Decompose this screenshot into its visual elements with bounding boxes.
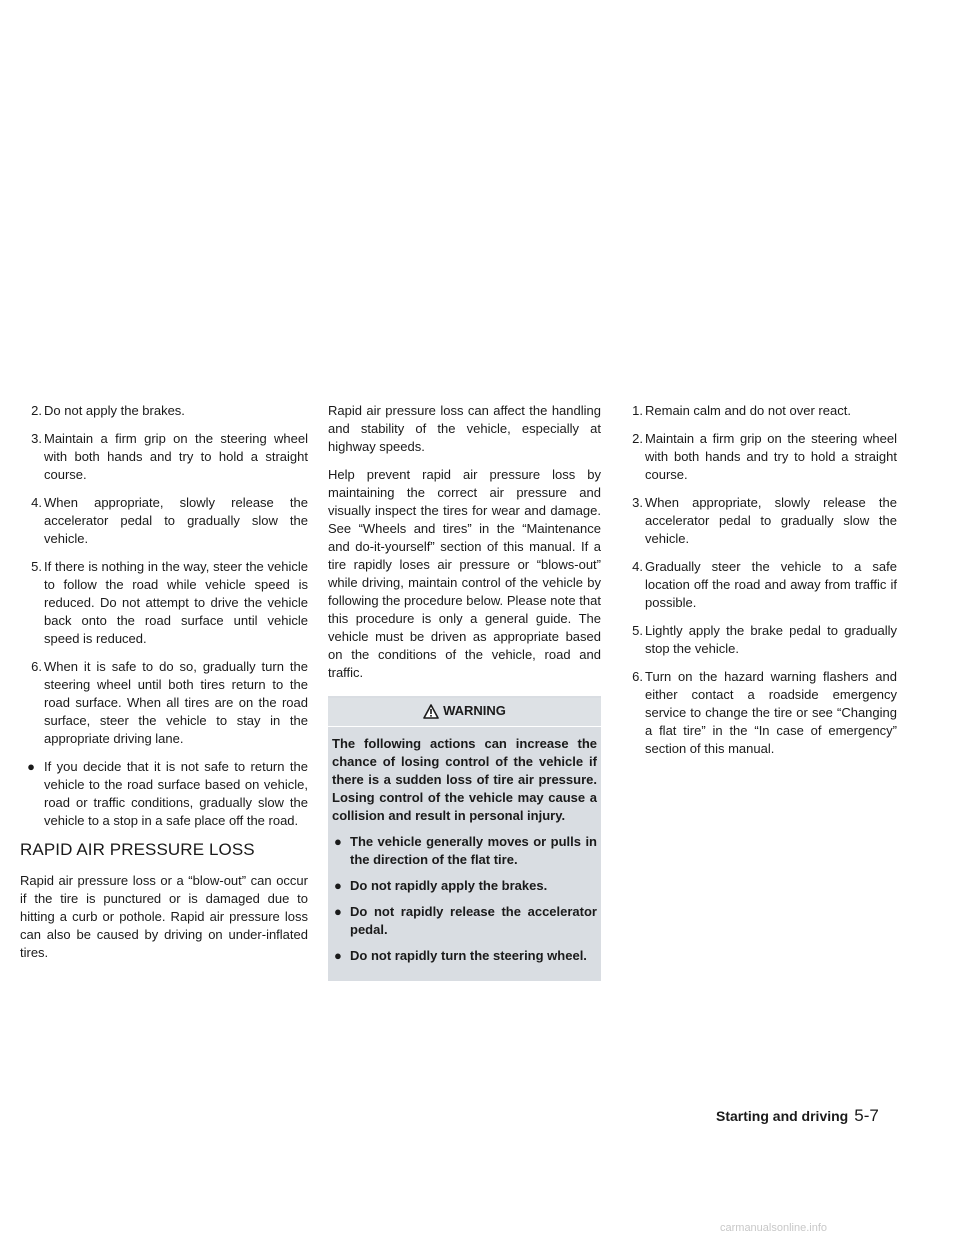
bullet-icon: ● <box>334 904 342 919</box>
bullet-icon: ● <box>27 759 35 774</box>
item-number: 1. <box>632 403 643 418</box>
warning-bullet-text: The vehicle generally moves or pulls in the direction of the flat tire. <box>350 834 597 867</box>
warning-triangle-icon <box>423 704 439 719</box>
item-text: Turn on the hazard warning flashers and either contact a roadside emergency service to change the tire or see “Changing a flat tire” in the “In case of emergency” section of this manual. <box>645 669 897 756</box>
page-number: 5-7 <box>854 1106 879 1125</box>
item-text: Gradually steer the vehicle to a safe location off the road and away from traffic if possible. <box>645 559 897 610</box>
watermark[interactable]: carmanualsonline.info <box>720 1222 828 1234</box>
item-text: When it is safe to do so, gradually turn the steering wheel until both tires return to the road surface. When all tires are on the road surface, steer the vehicle to stay in the appropriate driving lane. <box>44 659 308 746</box>
section-title: RAPID AIR PRESSURE LOSS <box>20 840 255 859</box>
list-item <box>621 668 897 758</box>
item-text: Remain calm and do not over react. <box>645 403 851 418</box>
item-number: 6. <box>632 669 643 684</box>
bullet-icon: ● <box>334 878 342 893</box>
warning-bullet-text: Do not rapidly apply the brakes. <box>350 878 548 893</box>
warning-title: WARNING <box>443 703 506 718</box>
bullet-icon: ● <box>334 948 342 963</box>
item-text: Maintain a firm grip on the steering wheel with both hands and try to hold a straight course. <box>645 431 897 482</box>
warning-bullet <box>332 947 597 965</box>
list-item <box>621 622 897 658</box>
middle-column <box>328 402 601 981</box>
list-item <box>20 402 308 420</box>
item-number: 4. <box>632 559 643 574</box>
warning-bullet <box>332 877 597 895</box>
item-text: If there is nothing in the way, steer the vehicle to follow the road while vehicle speed is reduced. Do not attempt to drive the vehicle back onto the road surface until vehicle speed is reduced. <box>44 559 308 646</box>
item-number: 2. <box>31 403 42 418</box>
warning-bullet <box>332 903 597 939</box>
list-item <box>621 430 897 484</box>
warning-intro: The following actions can increase the chance of losing control of the vehicle if there is a sudden loss of tire air pressure. Losing control of the vehicle may cause a collision and result in personal injury. <box>332 736 597 823</box>
list-item <box>20 758 308 830</box>
warning-header <box>328 698 601 727</box>
warning-bullet-text: Do not rapidly release the accelerator pedal. <box>350 904 597 937</box>
warning-bullet-text: Do not rapidly turn the steering wheel. <box>350 948 587 963</box>
item-number: 4. <box>31 495 42 510</box>
list-item <box>621 494 897 548</box>
item-number: 5. <box>31 559 42 574</box>
item-number: 6. <box>31 659 42 674</box>
list-item <box>20 494 308 548</box>
paragraph: Help prevent rapid air pressure loss by maintaining the correct air pressure and visually inspect the tires for wear and damage. See “Wheels and tires” in the “Maintenance and do-it-yourself” section of this manual. If a tire rapidly loses air pressure or “blows-out” while driving, maintain control of the vehicle by following the procedure below. Please note that this procedure is only a general guide. The vehicle must be driven as appropriate based on the conditions of the vehicle, road and traffic. <box>328 467 601 680</box>
left-column <box>20 402 308 972</box>
list-item <box>621 558 897 612</box>
item-number: 5. <box>632 623 643 638</box>
item-text: Maintain a firm grip on the steering wheel with both hands and try to hold a straight course. <box>44 431 308 482</box>
item-number: 3. <box>632 495 643 510</box>
paragraph: Rapid air pressure loss can affect the handling and stability of the vehicle, especially at highway speeds. <box>328 403 601 454</box>
list-item <box>20 430 308 484</box>
footer-section-title: Starting and driving <box>716 1108 849 1124</box>
item-number: 2. <box>632 431 643 446</box>
page-footer <box>716 1106 916 1126</box>
right-column <box>621 402 897 768</box>
item-text: Do not apply the brakes. <box>44 403 185 418</box>
item-text: If you decide that it is not safe to return the vehicle to the road surface based on vehicle, road or traffic conditions, gradually slow the vehicle to a stop in a safe place off the road. <box>44 759 308 828</box>
list-item <box>20 558 308 648</box>
bullet-icon: ● <box>334 834 342 849</box>
item-text: When appropriate, slowly release the accelerator pedal to gradually slow the vehicle. <box>44 495 308 546</box>
section-paragraph: Rapid air pressure loss or a “blow-out” can occur if the tire is punctured or is damaged due to hitting a curb or pothole. Rapid air pressure loss can also be caused by driving on under-inflated tires. <box>20 873 308 960</box>
list-item <box>20 658 308 748</box>
warning-bullet <box>332 833 597 869</box>
item-text: Lightly apply the brake pedal to gradually stop the vehicle. <box>645 623 897 656</box>
list-item <box>621 402 897 420</box>
warning-box <box>328 696 601 981</box>
warning-body <box>332 735 597 965</box>
item-text: When appropriate, slowly release the accelerator pedal to gradually slow the vehicle. <box>645 495 897 546</box>
item-number: 3. <box>31 431 42 446</box>
